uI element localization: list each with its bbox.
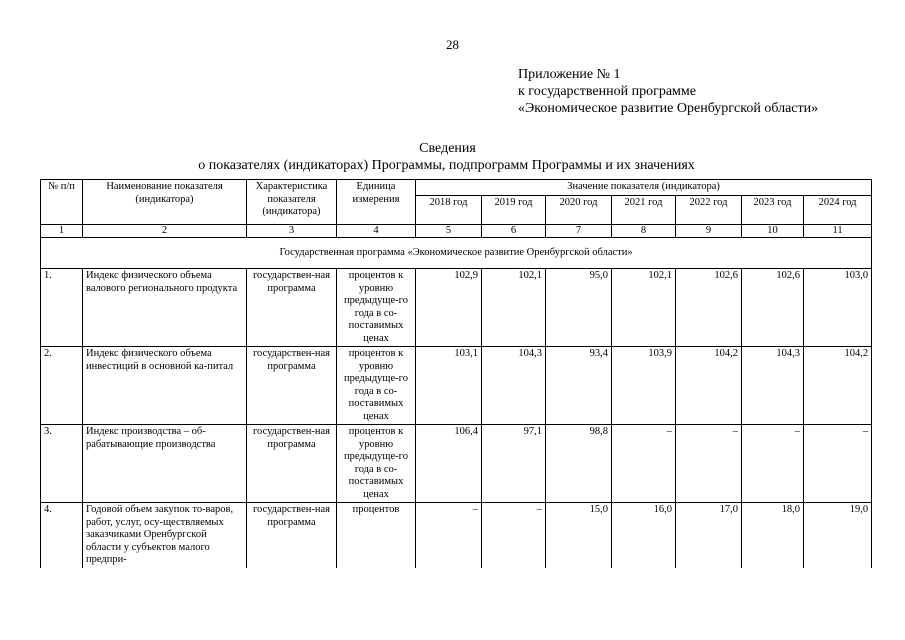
table-row <box>41 347 872 425</box>
row-characteristic: государствен-ная программа <box>247 269 337 347</box>
row-value: 102,6 <box>676 269 742 347</box>
header-name: Наименование показателя (индикатора) <box>83 180 247 225</box>
row-value: – <box>804 425 872 503</box>
row-value: – <box>676 425 742 503</box>
table-row <box>41 269 872 347</box>
row-value: 104,3 <box>742 347 804 425</box>
row-value: 102,9 <box>416 269 482 347</box>
row-num: 4. <box>41 503 83 568</box>
row-name: Индекс физического объема валового регионального продукта <box>83 269 247 347</box>
row-unit: процентов к уровню предыдуще-го года в со-поставимых ценах <box>337 425 416 503</box>
row-value: 104,2 <box>804 347 872 425</box>
column-number: 4 <box>337 224 416 238</box>
header-year: 2020 год <box>546 195 612 224</box>
document-title <box>0 140 905 174</box>
appendix-block <box>518 66 818 117</box>
header-characteristic: Характеристика показателя (индикатора) <box>247 180 337 225</box>
row-value: 102,6 <box>742 269 804 347</box>
column-number: 10 <box>742 224 804 238</box>
row-value: 102,1 <box>612 269 676 347</box>
row-value: – <box>482 503 546 568</box>
column-number: 8 <box>612 224 676 238</box>
row-value: 16,0 <box>612 503 676 568</box>
header-year: 2024 год <box>804 195 872 224</box>
header-row-1 <box>41 180 872 196</box>
row-characteristic: государствен-ная программа <box>247 425 337 503</box>
column-number: 9 <box>676 224 742 238</box>
row-value: 19,0 <box>804 503 872 568</box>
column-number: 11 <box>804 224 872 238</box>
header-value-group: Значение показателя (индикатора) <box>416 180 872 196</box>
row-value: 104,2 <box>676 347 742 425</box>
row-value: 18,0 <box>742 503 804 568</box>
page-number: 28 <box>446 37 459 52</box>
row-num: 1. <box>41 269 83 347</box>
table-row <box>41 503 872 568</box>
header-year: 2018 год <box>416 195 482 224</box>
appendix-line-3: «Экономическое развитие Оренбургской области» <box>518 101 819 116</box>
appendix-line-1: Приложение № 1 <box>518 67 621 82</box>
row-value: 102,1 <box>482 269 546 347</box>
row-name: Индекс производства – об-рабатывающие производства <box>83 425 247 503</box>
section-title: Государственная программа «Экономическое развитие Оренбургской области» <box>41 238 872 269</box>
row-num: 2. <box>41 347 83 425</box>
header-year: 2023 год <box>742 195 804 224</box>
header-year: 2021 год <box>612 195 676 224</box>
header-unit: Единица измерения <box>337 180 416 225</box>
row-unit: процентов к уровню предыдуще-го года в со-поставимых ценах <box>337 347 416 425</box>
header-year: 2022 год <box>676 195 742 224</box>
row-value: 97,1 <box>482 425 546 503</box>
row-num: 3. <box>41 425 83 503</box>
appendix-line-2: к государственной программе <box>518 84 696 99</box>
column-number: 1 <box>41 224 83 238</box>
row-value: 106,4 <box>416 425 482 503</box>
row-value: 93,4 <box>546 347 612 425</box>
indicators-table <box>40 179 872 568</box>
column-number: 6 <box>482 224 546 238</box>
row-value: 17,0 <box>676 503 742 568</box>
row-unit: процентов <box>337 503 416 568</box>
row-value: 103,9 <box>612 347 676 425</box>
row-value: 103,0 <box>804 269 872 347</box>
column-number-row <box>41 224 872 238</box>
row-unit: процентов к уровню предыдуще-го года в со-поставимых ценах <box>337 269 416 347</box>
row-name: Индекс физического объема инвестиций в основной ка-питал <box>83 347 247 425</box>
table-row <box>41 425 872 503</box>
row-characteristic: государствен-ная программа <box>247 503 337 568</box>
section-row <box>41 238 872 269</box>
row-value: 104,3 <box>482 347 546 425</box>
column-number: 7 <box>546 224 612 238</box>
row-value: – <box>416 503 482 568</box>
row-characteristic: государствен-ная программа <box>247 347 337 425</box>
row-value: – <box>742 425 804 503</box>
column-number: 2 <box>83 224 247 238</box>
row-value: 95,0 <box>546 269 612 347</box>
row-value: 98,8 <box>546 425 612 503</box>
title-line-1: Сведения <box>419 141 476 156</box>
title-line-2: о показателях (индикаторах) Программы, подпрограмм Программы и их значениях <box>198 158 695 173</box>
column-number: 3 <box>247 224 337 238</box>
row-value: – <box>612 425 676 503</box>
header-year: 2019 год <box>482 195 546 224</box>
header-num: № п/п <box>41 180 83 225</box>
row-value: 15,0 <box>546 503 612 568</box>
row-name: Годовой объем закупок то-варов, работ, услуг, осу-ществляемых заказчиками Оренбургской области у субъектов малого предпри- <box>83 503 247 568</box>
column-number: 5 <box>416 224 482 238</box>
row-value: 103,1 <box>416 347 482 425</box>
